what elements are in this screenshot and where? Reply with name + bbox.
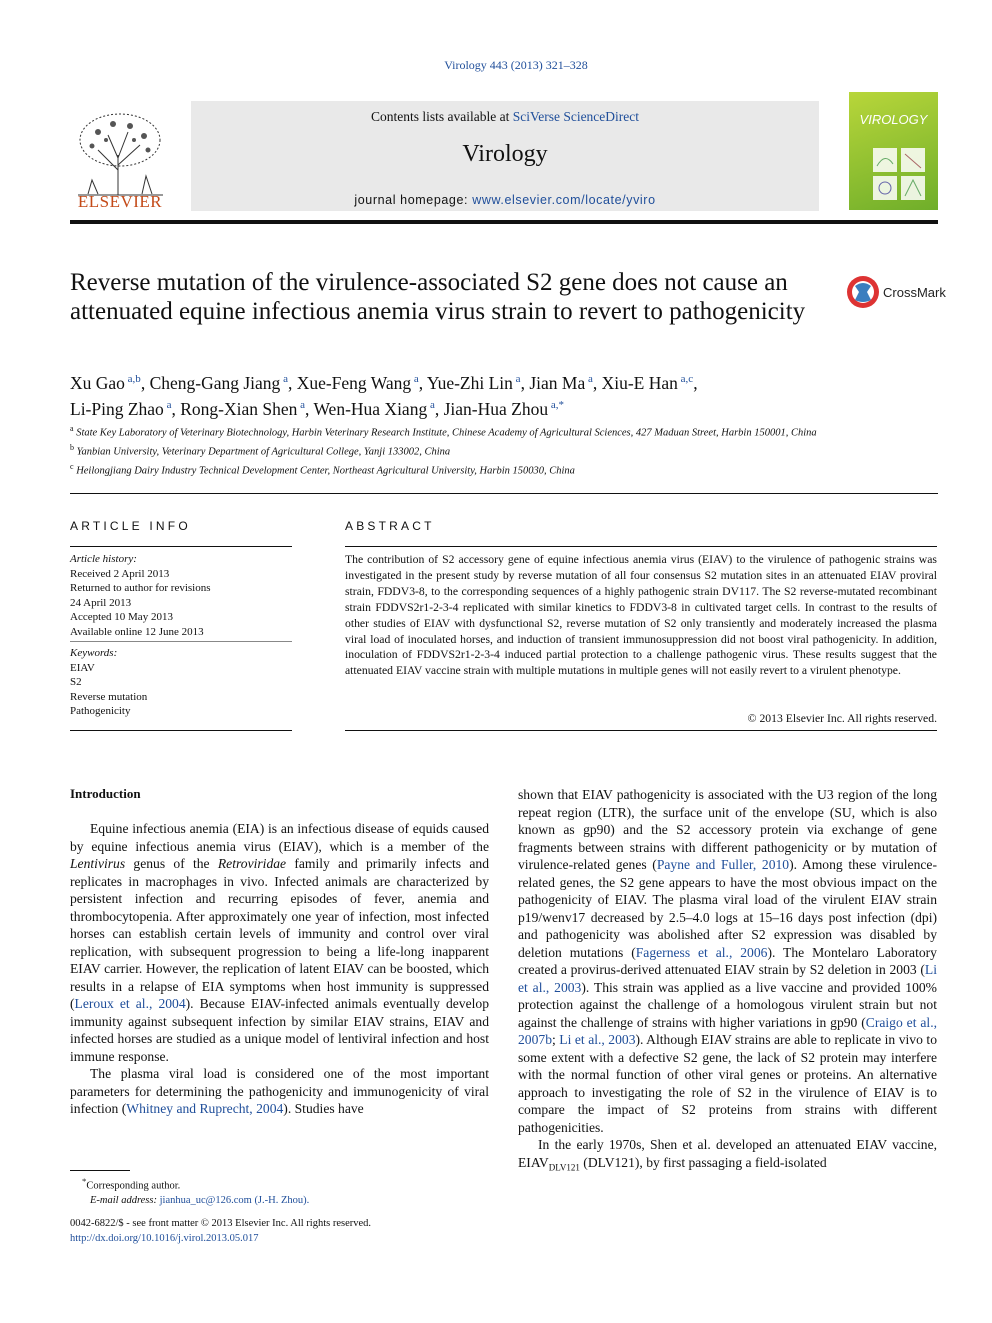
- issn-line: 0042-6822/$ - see front matter © 2013 Elsevier Inc. All rights reserved.: [70, 1218, 372, 1229]
- author-affiliation-marker[interactable]: a: [585, 373, 593, 385]
- author-affiliation-marker[interactable]: a,b: [124, 373, 141, 385]
- author-name: Wen-Hua Xiang: [313, 398, 428, 419]
- author-name: Xu Gao: [70, 372, 125, 393]
- text-run: ). Studies have: [283, 1101, 364, 1116]
- genus-name: Lentivirus: [70, 856, 126, 871]
- paragraph: [518, 786, 937, 1136]
- citation-link[interactable]: Whitney and Ruprecht, 2004: [126, 1101, 284, 1116]
- history-item: Received 2 April 2013: [70, 567, 170, 580]
- body-column-right: [518, 786, 937, 1177]
- text-run: family and primarily infects and replicates in macrophages in vivo. Infected animals are characterized by persistent infection and recurring episodes of fever, anemia and thrombocytopenia. After approximately one year of infection, most infected horses can establish certain levels of immunity and control over viral replication, with subsequent progression to being a life-long inapparent EIAV carrier. However, the replication of latent EIAV can be boosted, which results in a relapse of EIA symptoms when host immunity is suppressed (: [70, 856, 489, 1011]
- author-affiliation-marker[interactable]: a: [163, 398, 172, 411]
- keyword-list: [70, 661, 292, 719]
- crossmark-icon: [845, 274, 881, 310]
- author-separator: ,: [693, 372, 698, 393]
- affiliation-text: Heilongjiang Dairy Industry Technical Development Center, Northeast Agricultural University, Harbin 150030, China: [73, 465, 575, 477]
- history-item: Accepted 10 May 2013: [70, 611, 173, 623]
- copyright-line: © 2013 Elsevier Inc. All rights reserved.: [747, 712, 937, 725]
- text-run: ;: [551, 1032, 560, 1047]
- author-affiliation-marker[interactable]: a,c: [677, 373, 694, 385]
- body-column-left: [70, 820, 489, 1118]
- text-run: shown that EIAV pathogenicity is associated with the U3 region of the long repeat region (LTR), the surface unit of the envelope (SU, which is also known as gp90) and the S2 accessory protein via exchange of gene fragments between strains with different pathogenicity or by mutation of virulence-related genes (: [518, 787, 937, 872]
- author-list: [70, 368, 910, 420]
- keyword-item: S2: [70, 676, 82, 688]
- contents-line: [191, 109, 819, 125]
- author-name: Xiu-E Han: [601, 372, 678, 393]
- family-name: Retroviridae: [217, 856, 287, 871]
- journal-cover-image: [849, 92, 938, 210]
- abstract-heading: ABSTRACT: [345, 519, 435, 533]
- text-run: ). Among these virulence-related genes, the S2 gene appears to have the most obvious impact on the pathogenicity of EIAV. The plasma viral load of the virulent EIAV strain p19/wenv17 decreased by 2.5–4.0 logs at 15–16 days post infection (dpi) and pathogenicity was abolished after S2 expression was disabled by deletion mutations (: [518, 857, 937, 960]
- keyword-item: Reverse mutation: [70, 690, 148, 703]
- author-separator: ,: [171, 398, 181, 419]
- affiliation-item: [70, 441, 920, 460]
- paragraph: [70, 820, 489, 1065]
- author-affiliation-marker[interactable]: a: [427, 398, 435, 411]
- citation-link[interactable]: Li et al., 2003: [559, 1032, 636, 1047]
- article-history: [70, 552, 292, 639]
- keywords-block: [70, 646, 292, 719]
- journal-header-box: [191, 101, 819, 211]
- citation-link[interactable]: Leroux et al., 2004: [74, 996, 186, 1011]
- author-affiliation-marker[interactable]: a,*: [548, 398, 564, 411]
- text-run: ). This strain was applied as a live vaccine and provided 100% protection against the challenge of a homologous virulent strain but not against the challenge of strains with higher variations in gp90 (: [518, 979, 937, 1030]
- history-label: Article history:: [70, 553, 137, 565]
- author-separator: ,: [592, 372, 602, 393]
- author-separator: ,: [305, 398, 314, 419]
- homepage-link[interactable]: www.elsevier.com/locate/yviro: [472, 193, 656, 207]
- abstract-bottom-rule: [345, 730, 937, 731]
- text-run: ). Because EIAV-infected animals eventually develop immunity against subsequent infection by similar EIAV strains, EIAV and infected horses are studied as a unique model of lentiviral infection and host immune response.: [70, 996, 489, 1064]
- affiliation-text: State Key Laboratory of Veterinary Biotechnology, Harbin Veterinary Research Institute, Chinese Academy of Agricultural Sciences, 427 Maduan Street, Harbin 150001, China: [73, 427, 817, 439]
- author-separator: ,: [434, 398, 444, 419]
- email-owner: (J.-H. Zhou).: [251, 1195, 310, 1206]
- history-item: Returned to author for revisions: [70, 582, 211, 594]
- text-run: (DLV121), by first passaging a field-isolated: [579, 1154, 827, 1170]
- paragraph: [70, 1065, 489, 1118]
- sciencedirect-link[interactable]: SciVerse ScienceDirect: [512, 109, 640, 124]
- article-info-bottom-rule: [70, 730, 292, 731]
- article-info-rule: [70, 546, 292, 547]
- abstract-text: The contribution of S2 accessory gene of equine infectious anemia virus (EIAV) to the virulence of pathogenic strains was investigated in the present study by reverse mutation of all four consensus S2 mutation sites in an attenuated EIAV proviral strain, FDDV3-8, to the corresponding sequences of a highly pathogenic strain DV117. The S2 reverse-mutated recombinant strain FDDVS2r1-2-3-4 replicated with similar kinetics to FDDV3-8 in cultivated target cells. In contrast to the results of other studies of EIAV with dysfunctional S2, reverse mutation of S2 only transiently and moderately increased the plasma viral load of inoculated horses, and induction of transient immunosuppression did not boost viral pathogenicity. In addition, inoculation of FDDVS2r1-2-3-4 induced partial protection to a challenge pathogenic virus. These results suggest that the attenuated EIAV vaccine strain with multiple mutations in multiple genes will not easily revert to a virulent phenotype.: [345, 553, 937, 678]
- author-separator: ,: [520, 372, 530, 393]
- author-name: Cheng-Gang Jiang: [149, 372, 281, 393]
- keyword-item: Pathogenicity: [70, 705, 131, 717]
- paragraph: [518, 1136, 937, 1177]
- citation-link[interactable]: Payne and Fuller, 2010: [656, 857, 790, 872]
- author-name: Jian Ma: [529, 372, 586, 393]
- footnote-rule: [70, 1170, 130, 1171]
- citation-link[interactable]: Fagerness et al., 2006: [635, 944, 768, 960]
- crossmark-badge[interactable]: [845, 274, 946, 314]
- history-item: Available online 12 June 2013: [70, 625, 204, 638]
- article-info-heading: ARTICLE INFO: [70, 519, 191, 533]
- author-name: Xue-Feng Wang: [296, 372, 412, 393]
- page-footer: [70, 1217, 570, 1246]
- cover-title: VIROLOGY: [859, 112, 928, 127]
- author-affiliation-marker[interactable]: a: [512, 373, 521, 385]
- homepage-line: [191, 193, 819, 207]
- journal-title: Virology: [462, 141, 548, 167]
- author-separator: ,: [140, 372, 150, 393]
- keywords-label: Keywords:: [70, 647, 118, 659]
- affiliation-item: [70, 460, 920, 479]
- affiliation-key: c: [70, 462, 74, 471]
- corresponding-text: Corresponding author.: [86, 1180, 181, 1192]
- affiliation-item: [70, 422, 920, 441]
- header-rule: [70, 220, 938, 224]
- author-affiliation-marker[interactable]: a: [411, 373, 419, 385]
- text-run: genus of the: [125, 856, 218, 871]
- history-item: 24 April 2013: [70, 596, 132, 609]
- corresponding-author-footnote: [70, 1174, 490, 1209]
- author-name: Yue-Zhi Lin: [426, 372, 513, 393]
- email-label: E-mail address:: [90, 1195, 160, 1206]
- text-run: ). Although EIAV strains are able to replicate in vivo to some extent with a defective S2 gene, the lack of S2 protein may interfere with the normal function of other viral genes or proteins. An alternative approach to investigating the role of S2 in the virulence of EIAV is to compare the impact of S2 proteins from strains with different pathogenicities.: [518, 1032, 937, 1135]
- abstract-rule: [345, 546, 937, 547]
- text-run: The plasma viral load is considered one of the most important parameters for determining the pathogenicity and immunogenicity of viral infection (: [70, 1066, 489, 1116]
- article-title: Reverse mutation of the virulence-associated S2 gene does not cause an attenuated equine infectious anemia virus strain to revert to pathogenicity: [70, 269, 806, 325]
- doi-link[interactable]: http://dx.doi.org/10.1016/j.virol.2013.05.017: [70, 1232, 259, 1244]
- author-name: Rong-Xian Shen: [180, 398, 298, 419]
- text-run: Equine infectious anemia (EIA) is an infectious disease of equids caused by equine infectious anemia virus (EIAV), which is a member of the: [70, 821, 489, 854]
- text-run: In the early 1970s, Shen et al. developed an attenuated EIAV vaccine, EIAV: [518, 1137, 937, 1170]
- citation-link[interactable]: Craigo et al., 2007b: [518, 1014, 937, 1047]
- history-rule: [70, 641, 292, 642]
- keyword-item: EIAV: [70, 661, 95, 674]
- affiliation-key: b: [70, 443, 74, 452]
- author-name: Li-Ping Zhao: [70, 398, 164, 419]
- author-affiliation-marker[interactable]: a: [297, 398, 305, 411]
- text-run: ). The Montelaro Laboratory created a provirus-derived attenuated EIAV strain by S2 deletion in 2003 (: [518, 944, 937, 977]
- author-name: Jian-Hua Zhou: [443, 398, 549, 419]
- affiliation-key: a: [70, 424, 74, 433]
- email-link[interactable]: jianhua_uc@126.com: [159, 1195, 252, 1206]
- strain-subscript: DLV121: [548, 1162, 580, 1173]
- homepage-prefix: journal homepage:: [354, 193, 473, 207]
- journal-reference[interactable]: Virology 443 (2013) 321–328: [444, 58, 588, 72]
- author-separator: ,: [418, 372, 427, 393]
- email-line: [70, 1194, 490, 1209]
- author-separator: ,: [287, 372, 297, 393]
- corresponding-line: *Corresponding author.: [82, 1176, 181, 1192]
- cover-figure-icon: [871, 146, 927, 202]
- citation-link[interactable]: Li et al., 2003: [518, 962, 937, 995]
- crossmark-label: CrossMark: [883, 285, 946, 300]
- affiliation-list: [70, 422, 920, 479]
- contents-prefix: Contents lists available at: [370, 109, 513, 124]
- affiliation-text: Yanbian University, Veterinary Department of Agricultural College, Yanji 133002, China: [74, 446, 451, 458]
- elsevier-wordmark: ELSEVIER: [77, 192, 163, 211]
- affiliation-rule: [70, 493, 938, 494]
- history-list: [70, 567, 292, 640]
- author-affiliation-marker[interactable]: a: [280, 373, 288, 385]
- introduction-heading: Introduction: [70, 786, 141, 801]
